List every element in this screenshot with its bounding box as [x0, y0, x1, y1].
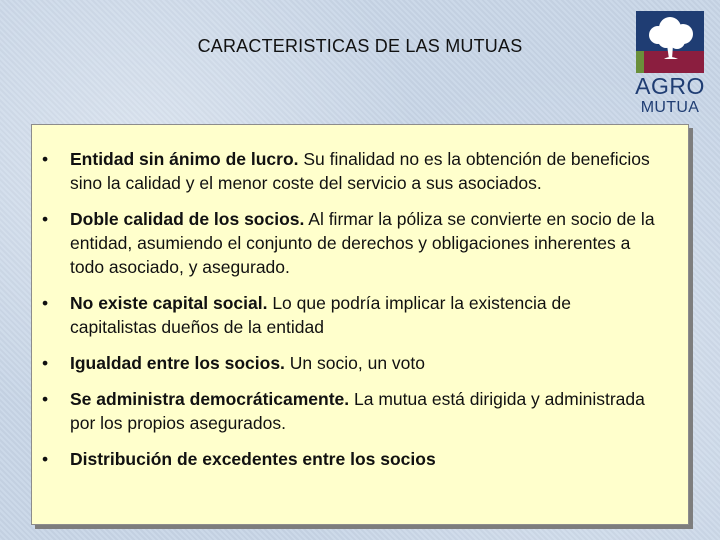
list-item: [42, 387, 662, 435]
bullet-heading: Doble calidad de los socios.: [70, 209, 305, 229]
bullet-text: La mutua está dirigida y administrada por los propios asegurados.: [70, 389, 645, 433]
bullet-icon: •: [42, 449, 49, 469]
list-item: [42, 351, 662, 375]
bullet-icon: •: [42, 209, 49, 229]
bullet-text: Al firmar la póliza se convierte en socio de la entidad, asumiendo el conjunto de derechos y obligaciones inherentes a todo asociado, y asegurado.: [70, 209, 655, 277]
bullet-heading: No existe capital social.: [70, 293, 268, 313]
slide-title: CARACTERISTICAS DE LAS MUTUAS: [197, 36, 523, 56]
list-item: [42, 447, 662, 471]
list-item: [42, 147, 662, 195]
bullet-icon: •: [42, 149, 49, 169]
bullet-icon: •: [42, 389, 49, 409]
bullet-heading: Igualdad entre los socios.: [70, 353, 285, 373]
list-item: [42, 291, 662, 339]
tree-logo-icon: [636, 11, 704, 73]
bullet-icon: •: [42, 353, 49, 373]
bullet-text: Lo que podría implicar la existencia de capitalistas dueños de la entidad: [70, 293, 571, 337]
list-item: [42, 207, 662, 279]
bullet-heading: Entidad sin ánimo de lucro.: [70, 149, 299, 169]
agromutua-logo: [632, 11, 708, 115]
logo-text-agro: AGRO: [635, 73, 705, 99]
bullet-heading: Distribución de excedentes entre los socios: [70, 449, 436, 469]
bullet-heading: Se administra democráticamente.: [70, 389, 350, 409]
logo-text-mutua: MUTUA: [640, 99, 700, 116]
content-box: [31, 124, 689, 525]
characteristics-list: [42, 147, 662, 483]
bullet-text: Un socio, un voto: [284, 353, 425, 373]
bullet-icon: •: [42, 293, 49, 313]
bullet-text: Su finalidad no es la obtención de beneficios sino la calidad y el menor coste del servicio a sus asociados.: [70, 149, 650, 193]
